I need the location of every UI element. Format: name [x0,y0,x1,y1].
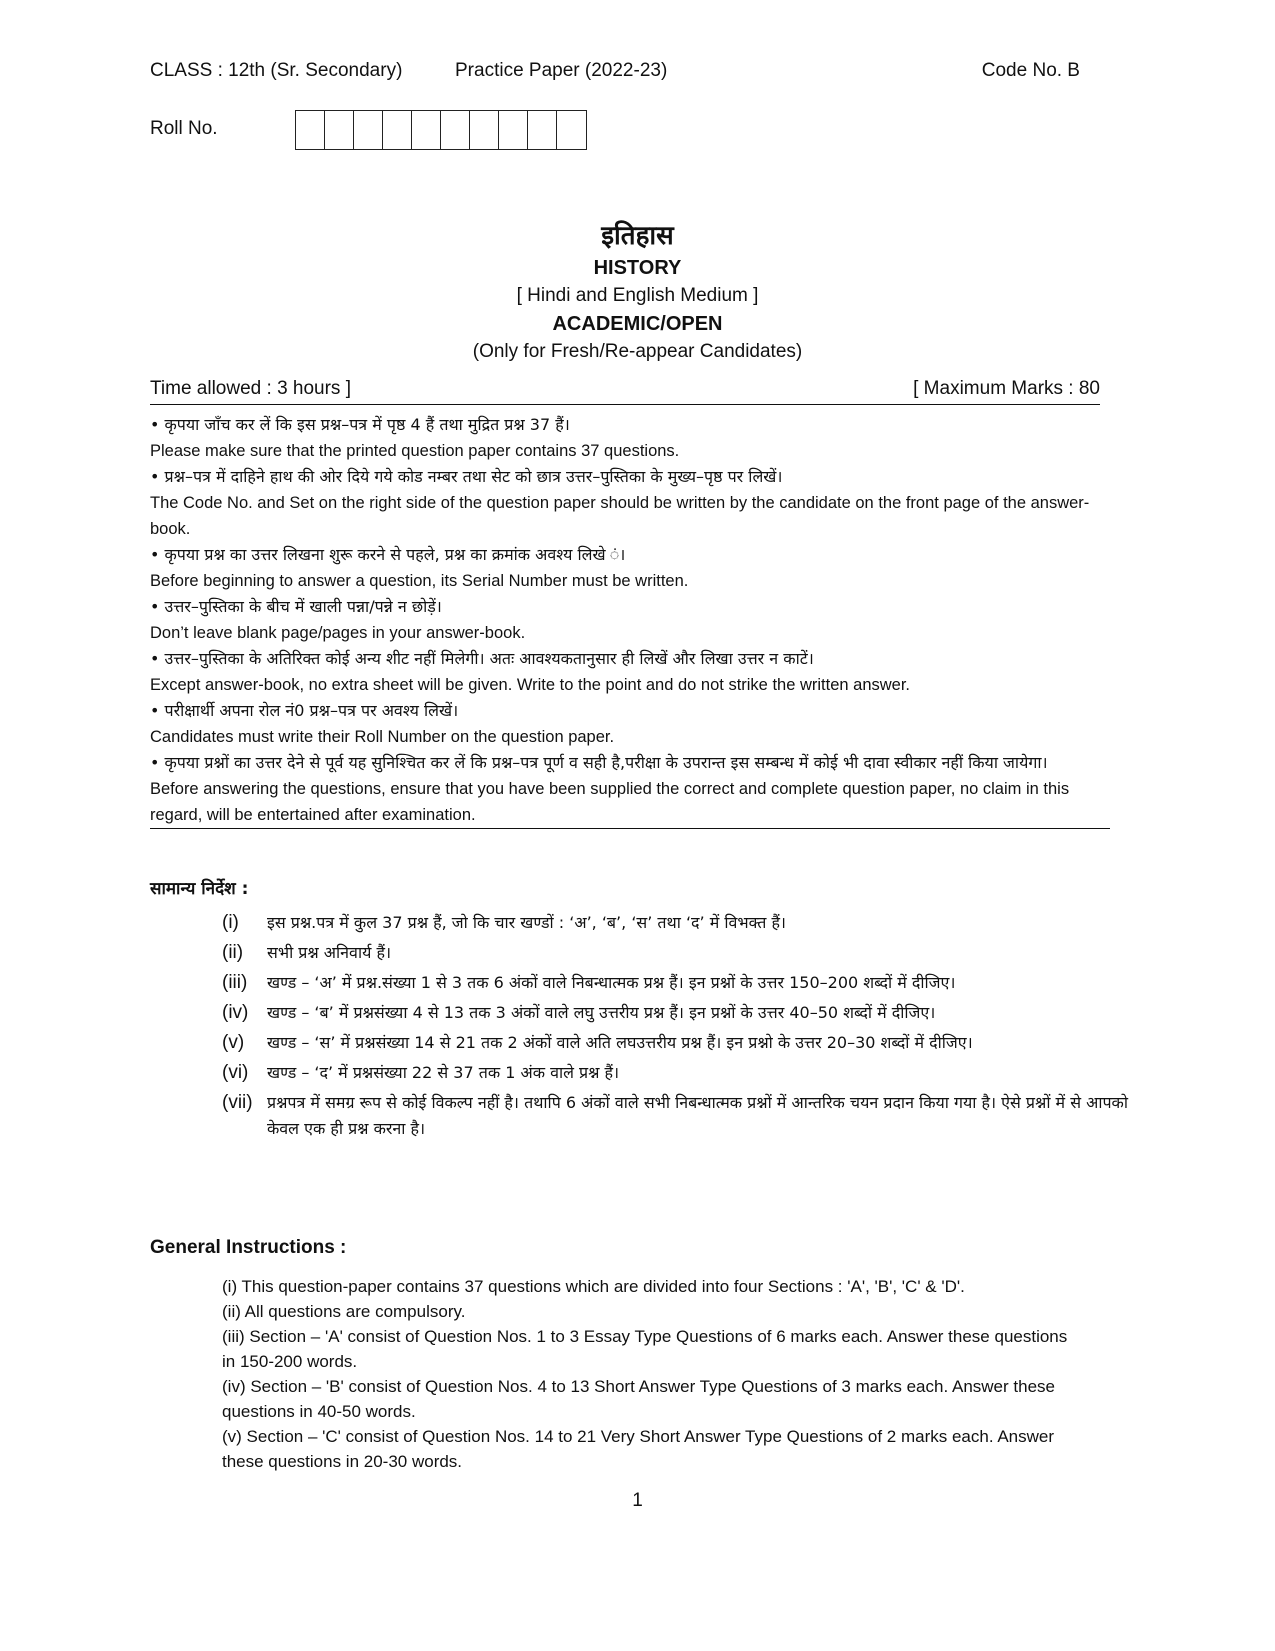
instruction-english: Except answer-book, no extra sheet will be given. Write to the point and do not strike the written answer. [150,676,911,694]
item-text: सभी प्रश्न अनिवार्य हैं। [267,943,392,962]
class-label: CLASS : 12th (Sr. Secondary) [150,60,403,81]
roll-digit-box[interactable] [354,111,383,149]
hindi-general-list [222,910,1132,1146]
time-allowed: Time allowed : 3 hours ] [150,378,351,399]
roll-digit-box[interactable] [470,111,499,149]
english-general-item: (v) Section – 'C' consist of Question Nos. 14 to 21 Very Short Answer Type Questions of 2 marks each. Answer these questions in 20-30 words. [222,1427,1055,1471]
paper-type-label: ACADEMIC/OPEN [552,313,723,335]
paper-header [150,60,1080,88]
roll-digit-box[interactable] [412,111,441,149]
item-number: (iv) [222,1002,249,1023]
roll-label: Roll No. [150,118,218,139]
instruction-english: Before beginning to answer a question, its Serial Number must be written. [150,572,689,590]
roll-number-boxes [295,110,587,150]
instruction-english: Candidates must write their Roll Number on the question paper. [150,728,615,746]
instruction-hindi: • उत्तर–पुस्तिका के बीच में खाली पन्ना/पन्ने न छोड़ें। [150,597,442,616]
hindi-general-item [222,1060,1132,1086]
english-general-list [222,1274,1082,1474]
item-number: (vii) [222,1092,253,1113]
instruction-english: The Code No. and Set on the right side of the question paper should be written by the candidate on the front page of the answer-book. [150,494,1090,538]
paper-label: Practice Paper (2022-23) [455,60,668,81]
roll-digit-box[interactable] [325,111,354,149]
roll-digit-box[interactable] [383,111,412,149]
item-text: खण्ड – ‘द’ में प्रश्नसंख्या 22 से 37 तक 1 अंक वाले प्रश्न हैं। [267,1063,620,1082]
roll-digit-box[interactable] [528,111,557,149]
instruction-hindi: • कृपया जाँच कर लें कि इस प्रश्न–पत्र में पृष्ठ 4 हैं तथा मुद्रित प्रश्न 37 हैं। [150,415,570,434]
instructions-list [150,412,1110,829]
code-label: Code No. B [981,60,1080,81]
item-number: (iii) [222,972,248,993]
maximum-marks: [ Maximum Marks : 80 [913,378,1100,399]
instruction-hindi: • कृपया प्रश्न का उत्तर लिखना शुरू करने से पहले, प्रश्न का क्रमांक अवश्य लिखे ं। [150,545,626,564]
title-block [0,218,1275,366]
medium-label: [ Hindi and English Medium ] [516,285,759,306]
hindi-general-item [222,1090,1132,1142]
hindi-general-item [222,970,1132,996]
hindi-general-item [222,910,1132,936]
hindi-general-item [222,940,1132,966]
item-text: खण्ड – ‘अ’ में प्रश्न.संख्या 1 से 3 तक 6 अंकों वाले निबन्धात्मक प्रश्न हैं। इन प्रश्नों के उत्तर 150–200 शब्दों में दीजिए। [267,973,956,992]
roll-digit-box[interactable] [441,111,470,149]
subject-title-english: HISTORY [593,257,682,279]
roll-digit-box[interactable] [557,111,586,149]
item-number: (ii) [222,942,244,963]
item-text: इस प्रश्न.पत्र में कुल 37 प्रश्न हैं, जो कि चार खण्डों : ‘अ’, ‘ब’, ‘स’ तथा ‘द’ में विभक्त हैं। [267,913,786,932]
time-marks-row [150,378,1100,405]
instruction-english: Before answering the questions, ensure that you have been supplied the correct and complete question paper, no claim in this regard, will be entertained after examination. [150,776,1110,829]
english-general-item: (i) This question-paper contains 37 questions which are divided into four Sections : 'A', 'B', 'C' & 'D'. [222,1277,965,1296]
english-general-heading: General Instructions : [150,1237,347,1258]
instruction-english: Don’t leave blank page/pages in your answer-book. [150,624,526,642]
subject-title-hindi: इतिहास [601,221,674,251]
hindi-general-item [222,1030,1132,1056]
english-general-item: (iv) Section – 'B' consist of Question Nos. 4 to 13 Short Answer Type Questions of 3 marks each. Answer these questions in 40-50 words. [222,1377,1055,1421]
hindi-general-heading: सामान्य निर्देश : [150,879,249,899]
instruction-hindi: • परीक्षार्थी अपना रोल नं0 प्रश्न–पत्र पर अवश्य लिखें। [150,701,459,720]
roll-digit-box[interactable] [499,111,528,149]
roll-digit-box[interactable] [296,111,325,149]
item-number: (i) [222,912,239,933]
item-number: (v) [222,1032,245,1053]
instruction-hindi: • प्रश्न–पत्र में दाहिने हाथ की ओर दिये गये कोड नम्बर तथा सेट को छात्र उत्तर–पुस्तिका के मुख्य–पृष्ठ पर लिखें। [150,467,783,486]
page-number: 1 [632,1490,643,1511]
item-text: खण्ड – ‘ब’ में प्रश्नसंख्या 4 से 13 तक 3 अंकों वाले लघु उत्तरीय प्रश्न हैं। इन प्रश्नों के उत्तर 40–50 शब्दों में दीजिए। [267,1003,936,1022]
item-text: प्रश्नपत्र में समग्र रूप से कोई विकल्प नहीं है। तथापि 6 अंकों वाले सभी निबन्धात्मक प्रश्नों में आन्तरिक चयन प्रदान किया गया है। ऐसे प्रश्नों में से आपको केवल एक ही प्रश्न करना है। [267,1093,1128,1138]
instruction-hindi: • उत्तर–पुस्तिका के अतिरिक्त कोई अन्य शीट नहीं मिलेगी। अतः आवश्यकतानुसार ही लिखें और लिखा उत्तर न काटें। [150,649,814,668]
instruction-english: Please make sure that the printed question paper contains 37 questions. [150,442,680,460]
item-text: खण्ड – ‘स’ में प्रश्नसंख्या 14 से 21 तक 2 अंकों वाले अति लघउत्तरीय प्रश्न हैं। इन प्रश्नो के उत्तर 20–30 शब्दों में दीजिए। [267,1033,973,1052]
english-general-item: (iii) Section – 'A' consist of Question Nos. 1 to 3 Essay Type Questions of 6 marks each. Answer these questions in 150-200 words. [222,1327,1068,1371]
instruction-hindi: • कृपया प्रश्नों का उत्तर देने से पूर्व यह सुनिश्चित कर लें कि प्रश्न–पत्र पूर्ण व सही है,परीक्षा के उपरान्त इस सम्बन्ध में कोई भी दावा स्वीकार नहीं किया जायेगा। [150,753,1048,772]
candidates-label: (Only for Fresh/Re-appear Candidates) [472,341,803,362]
english-general-item: (ii) All questions are compulsory. [222,1302,466,1321]
hindi-general-item [222,1000,1132,1026]
item-number: (vi) [222,1062,249,1083]
